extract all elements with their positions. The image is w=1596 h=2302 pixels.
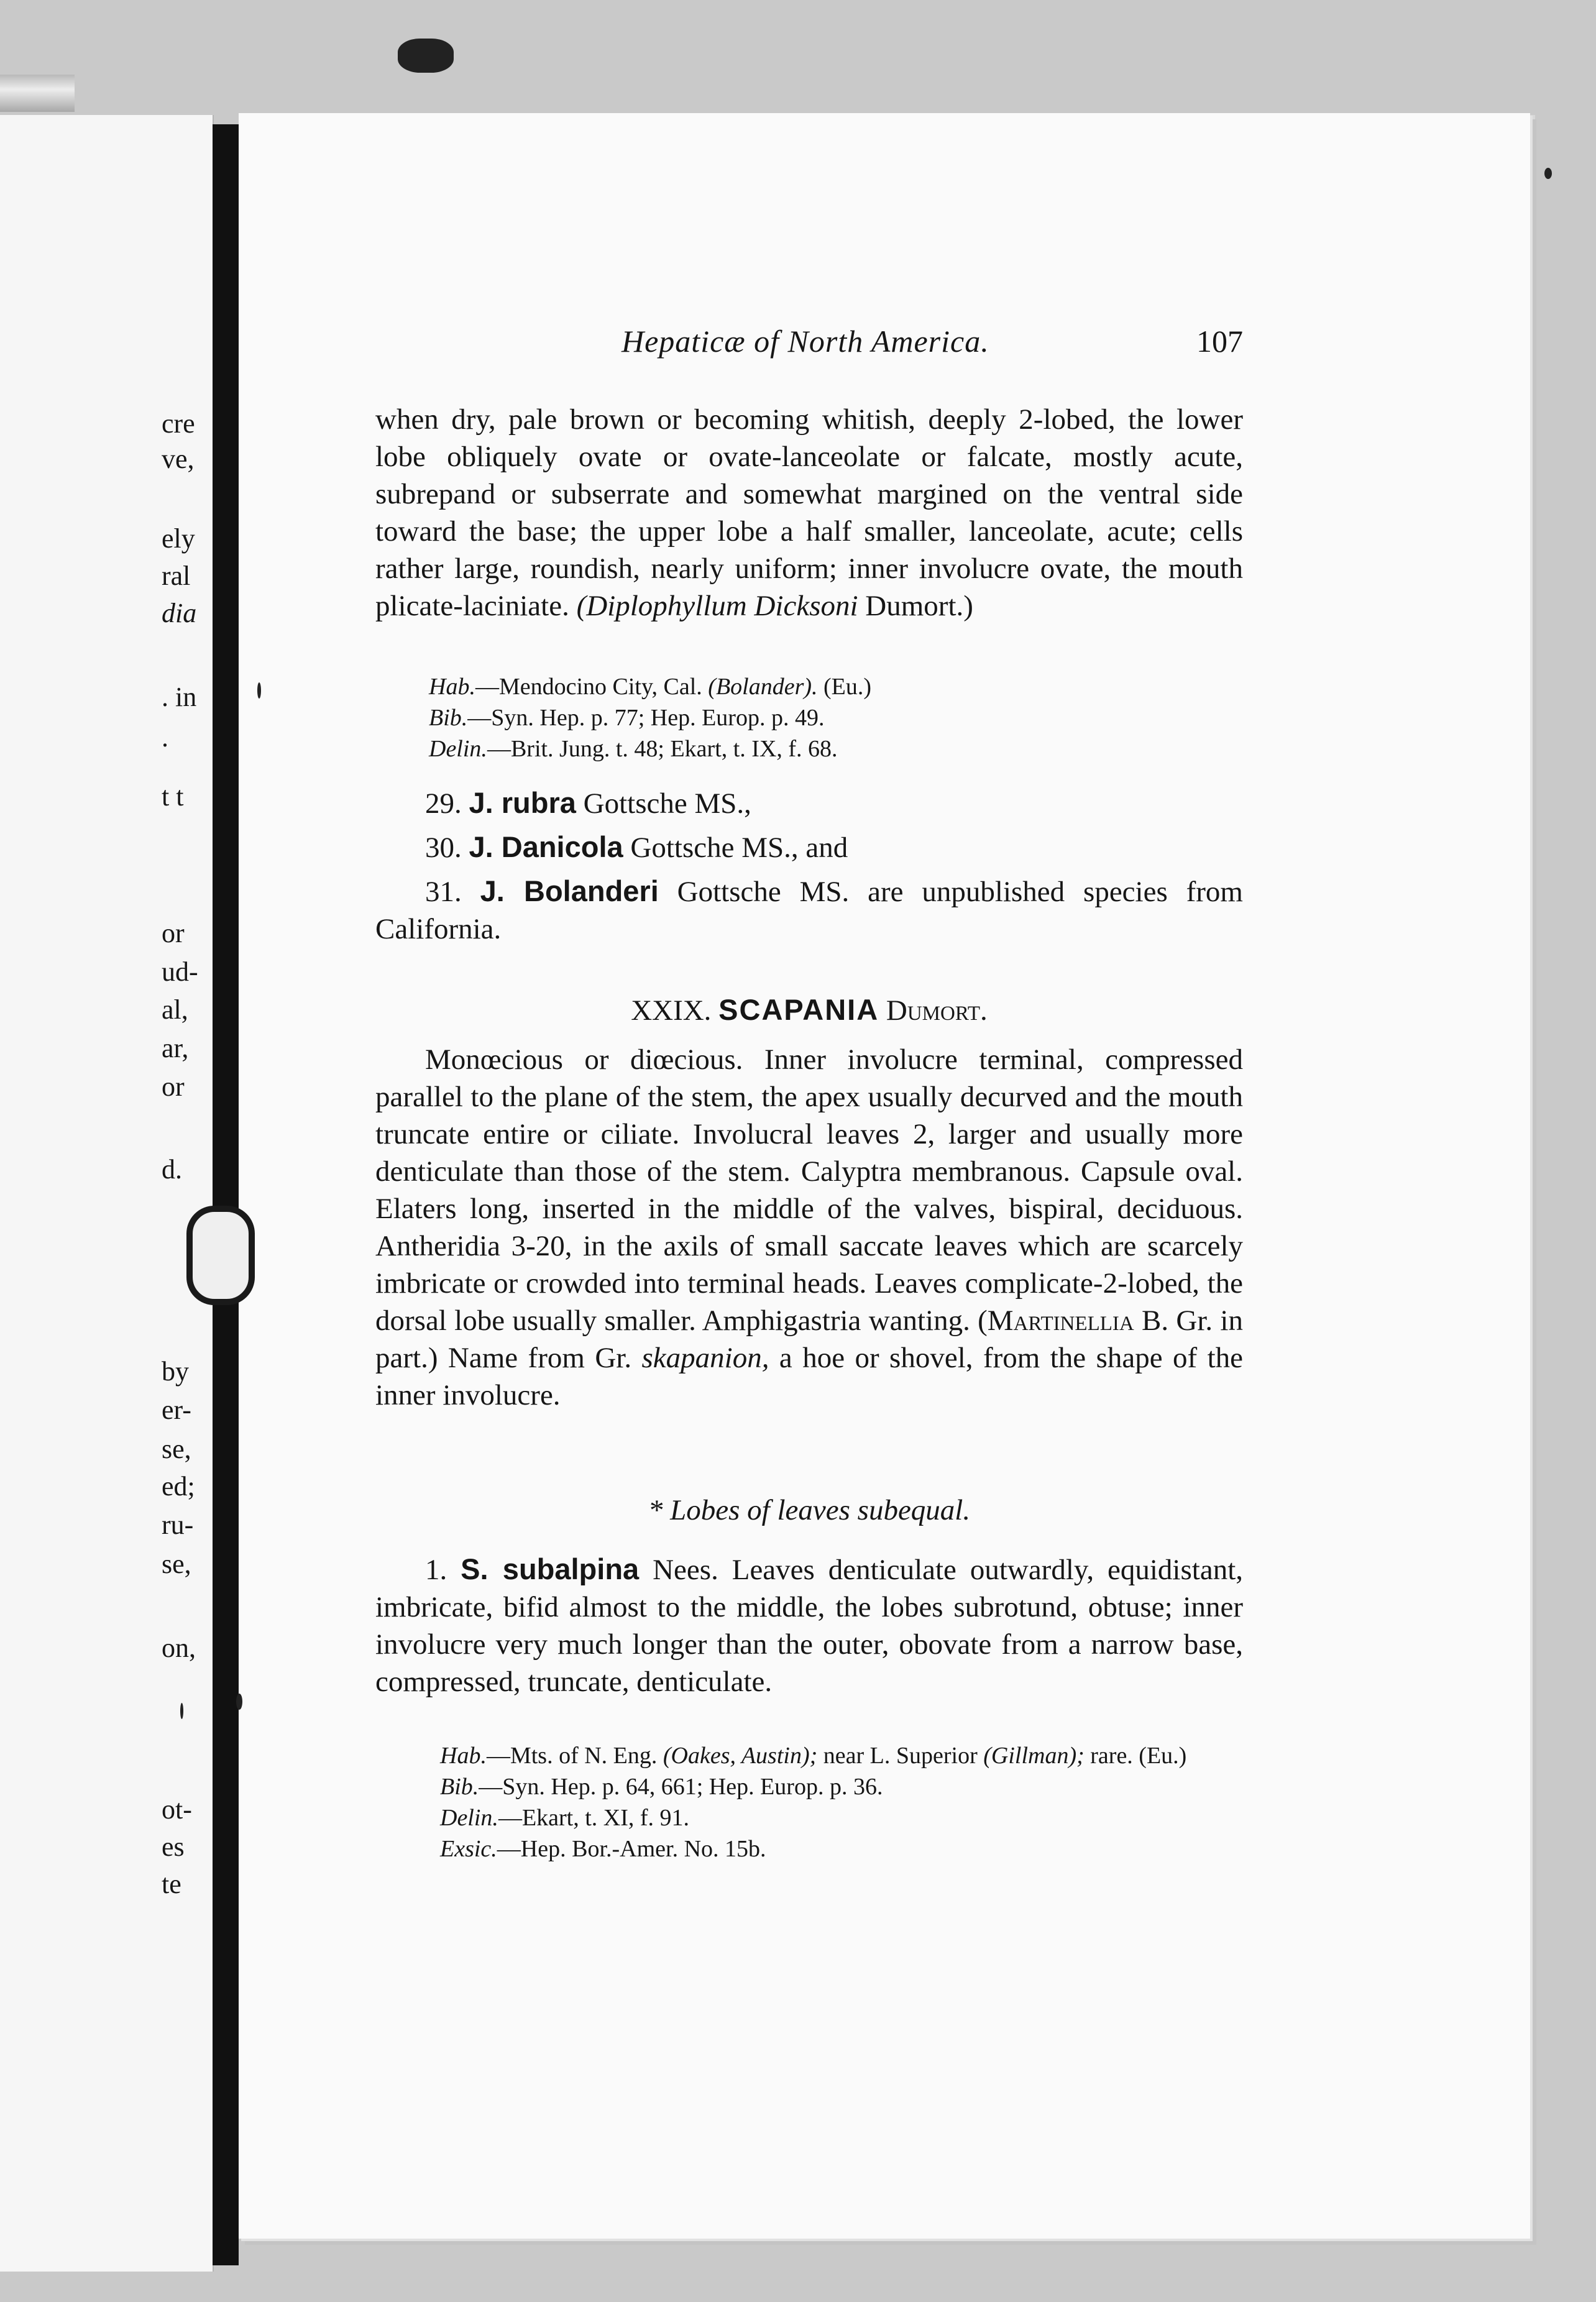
species-name: J. Bolanderi [480, 874, 659, 907]
left-fragment: es [162, 1832, 185, 1862]
left-fragment: te [162, 1869, 181, 1899]
left-fragment: ve, [162, 444, 195, 474]
left-fragment: ru- [162, 1510, 194, 1540]
exsic-text: —Hep. Bor.-Amer. No. 15b. [497, 1836, 766, 1862]
bibliography-line [429, 702, 1237, 733]
habitat-line [429, 671, 1237, 702]
species-name: J. Danicola [469, 830, 623, 863]
etymology: skapanion, [641, 1342, 769, 1374]
genus-description [375, 1041, 1243, 1414]
speck [1544, 168, 1552, 179]
hab-label: Hab. [429, 674, 475, 700]
species-entry [375, 828, 1243, 866]
genus-text: Monœcious or diœcious. Inner involucre terminal, compressed parallel to the plane of the stem, the apex usually decurved and the mouth truncate entire or ciliate. Involucral leaves 2, larger and usually more denticulate than those of the stem. Calyptra membranous. Capsule oval. Elaters long, inserted in the middle of the valves, bispiral, deciduous. Antheridia 3-20, in the axils of small saccate leaves which are scarcely imbricate or crowded into terminal heads. Leaves complicate-2-lobed, the dorsal lobe usually smaller. Amphigastria wanting. ( [375, 1043, 1243, 1337]
genus-synonym: Martinellia [987, 1305, 1134, 1337]
hab-text: rare. (Eu.) [1090, 1743, 1187, 1769]
references-block [429, 671, 1237, 764]
species-text: Nees. Leaves denticulate outwardly, equidistant, imbricate, bifid almost to the middle, the lobes subrotund, obtuse; inner involucre very much longer than the outer, obovate from a narrow base, compressed, truncate, denticulate. [375, 1554, 1244, 1698]
synonym-italic: (Diplophyllum Dicksoni [576, 590, 858, 622]
running-header [621, 323, 1255, 367]
hab-collector: (Gillman); [983, 1743, 1085, 1769]
genus-text: a hoe or shovel, from the shape of the inner involucre. [375, 1342, 1243, 1411]
left-fragment: se, [162, 1434, 191, 1464]
bib-text: —Syn. Hep. p. 77; Hep. Europ. p. 49. [467, 705, 825, 731]
hab-collectors: (Oakes, Austin); [663, 1743, 818, 1769]
binding-clip [186, 1206, 255, 1305]
species-text: Gottsche MS. are unpublished species from California. [375, 876, 1243, 945]
species-text: Gottsche MS., and [630, 832, 848, 864]
exsic-label: Exsic. [440, 1836, 497, 1862]
synonym-author: Dumort.) [865, 590, 973, 622]
bib-label: Bib. [429, 705, 468, 731]
bib-text: —Syn. Hep. p. 64, 661; Hep. Europ. p. 36. [479, 1774, 883, 1800]
hab-text: —Mendocino City, Cal. [475, 674, 702, 700]
left-fragment: dia [162, 598, 197, 628]
species-list [375, 784, 1243, 948]
left-fragment: ud- [162, 956, 198, 987]
left-fragment: . [162, 722, 168, 753]
species-number: 1. [425, 1554, 447, 1586]
habitat-line [378, 1740, 1243, 1771]
species-number: 29. [425, 787, 462, 820]
left-fragment: ely [162, 523, 195, 554]
species-number: 31. [425, 876, 462, 908]
species-name: J. rubra [469, 786, 576, 819]
delin-label: Delin. [429, 736, 487, 762]
species-name: S. subalpina [461, 1552, 640, 1585]
left-fragment: ed; [162, 1471, 195, 1502]
hab-label: Hab. [440, 1743, 487, 1769]
left-fragment: or [162, 918, 185, 948]
left-fragment: or [162, 1071, 185, 1102]
genus-name: SCAPANIA [718, 993, 879, 1026]
species-number: 30. [425, 832, 462, 864]
left-fragment: . in [162, 682, 197, 712]
left-fragment: by [162, 1356, 189, 1387]
left-fragment: cre [162, 408, 195, 439]
book-binding [213, 124, 239, 2265]
delin-text: —Brit. Jung. t. 48; Ekart, t. IX, f. 68. [487, 736, 838, 762]
speck [180, 1703, 183, 1719]
delineation-line [429, 733, 1237, 764]
left-fragment: se, [162, 1549, 191, 1579]
exsiccatae-line [378, 1833, 1243, 1864]
hab-text: —Mts. of N. Eng. [486, 1743, 658, 1769]
left-fragment: d. [162, 1154, 182, 1185]
delin-text: —Ekart, t. XI, f. 91. [498, 1805, 690, 1831]
section-heading: * Lobes of leaves subequal. [648, 1494, 971, 1526]
genus-numeral: XXIX. [631, 994, 712, 1027]
description-continued [375, 401, 1243, 625]
description-text: when dry, pale brown or becoming whitish, deeply 2-lobed, the lower lobe obliquely ovate or ovate-lanceolate or falcate, mostly acute, subrepand or subserrate and somewhat margined on the ventral side toward the base; the upper lobe a half smaller, lanceolate, acute; cells rather large, roundish, nearly uniform; inner involucre ovate, the mouth plicate-laciniate. [375, 403, 1243, 622]
left-fragment: er- [162, 1395, 191, 1425]
genus-author: Dumort. [886, 994, 988, 1027]
speck [236, 1694, 242, 1710]
species-text: Gottsche MS., [583, 787, 751, 820]
hab-collector: (Bolander). [708, 674, 818, 700]
left-fragment: ar, [162, 1033, 189, 1063]
bibliography-line [378, 1771, 1243, 1802]
delineation-line [378, 1802, 1243, 1833]
previous-page-edge [0, 75, 75, 112]
left-fragment: ot- [162, 1794, 192, 1825]
hab-region: (Eu.) [823, 674, 872, 700]
bib-label: Bib. [440, 1774, 479, 1800]
left-fragment: on, [162, 1633, 196, 1663]
species-description [375, 1551, 1243, 1700]
page-number: 107 [1196, 324, 1243, 359]
species-entry [375, 784, 1243, 822]
left-fragment: al, [162, 994, 188, 1025]
running-title: Hepaticæ of North America. [621, 324, 989, 359]
ink-blot [398, 39, 454, 73]
references-block [378, 1740, 1243, 1864]
genus-heading [375, 991, 1243, 1029]
species-entry [375, 873, 1243, 948]
speck [257, 682, 261, 699]
genus-text: B. Gr. in part.) Name from Gr. [375, 1305, 1243, 1374]
hab-text: near L. Superior [823, 1743, 978, 1769]
left-fragment: ral [162, 561, 191, 591]
left-fragment: t t [162, 781, 184, 812]
delin-label: Delin. [440, 1805, 498, 1831]
